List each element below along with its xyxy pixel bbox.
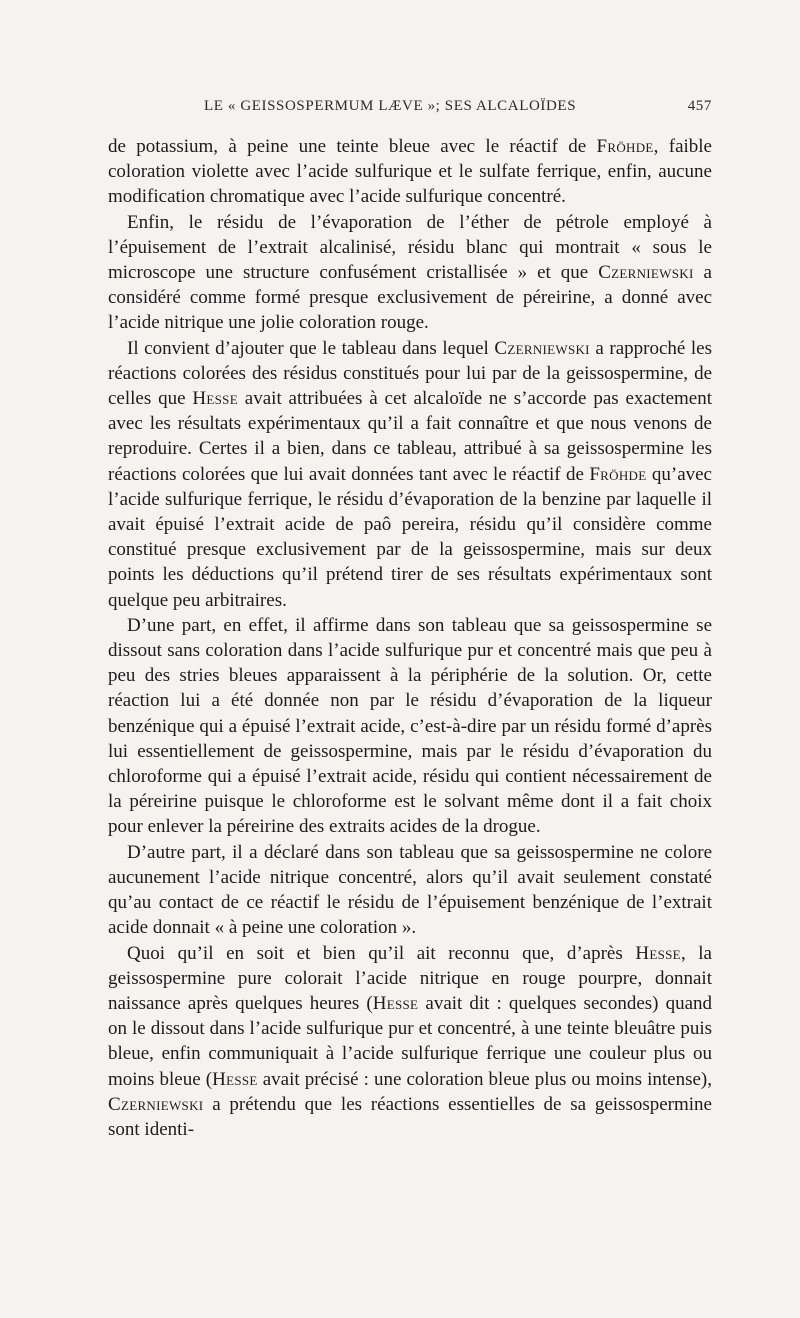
paragraph xyxy=(108,941,712,1143)
text-run: , faible coloration violette avec l’acide sulfurique et le sulfate ferrique, enfin, aucune modification chromatique avec l’acide sulfurique concentré. xyxy=(108,136,712,208)
page-number: 457 xyxy=(687,98,712,114)
author-name: Hesse xyxy=(192,388,238,410)
text-run: D’autre part, il a déclaré dans son tableau que sa geissospermine ne colore aucunement l’acide nitrique concentré, alors qu’il avait seulement constaté qu’au contact de ce réactif le résidu de l’épuisement benzénique de l’extrait acide donnait « à peine une coloration ». xyxy=(108,841,712,939)
book-page xyxy=(108,98,712,1142)
paragraph xyxy=(108,336,712,613)
text-run: a considéré comme formé presque exclusivement de péreirine, a donné avec l’acide nitrique une jolie coloration rouge. xyxy=(108,262,712,334)
text-run: D’une part, en effet, il affirme dans son tableau que sa geissospermine se dissout sans coloration dans l’acide sulfurique pur et concentré mais que peu à peu des stries bleues apparaissent à la périphérie de la solution. Or, cette réaction lui a été donnée non par le résidu d’évaporation de la liqueur benzénique qui a épuisé l’extrait acide, c’est-à-dire par un résidu formé d’après lui essentiellement de geissospermine, mais par le résidu d’évaporation du chloroforme qui a épuisé l’extrait acide, résidu qui contient nécessairement de la péreirine puisque le chloroforme est le solvant même dont il a fait choix pour enlever la péreirine des extraits acides de la drogue. xyxy=(108,614,712,838)
text-run: Quoi qu’il en soit et bien qu’il ait reconnu que, d’après xyxy=(127,942,636,964)
body-text xyxy=(108,134,712,1142)
paragraph xyxy=(108,613,712,840)
text-run: a rapproché les réactions colorées des résidus constitués pour lui par de la geissospermine, de celles que xyxy=(108,337,712,410)
text-run: avait dit : quelques secondes) quand on le dissout dans l’acide sulfurique pur et concentré, à une teinte bleuâtre puis bleue, enfin communiquait à l’acide sulfurique ferrique une couleur plus ou moins bleue ( xyxy=(108,992,712,1090)
text-run: qu’avec l’acide sulfurique ferrique, le résidu d’évaporation de la benzine par laquelle il avait épuisé l’extrait acide de paô pereira, résidu qu’il considère comme constitué presque exclusivement par de la geissospermine, mais sur deux points les déductions qu’il prétend tirer de ses résultats expérimentaux sont quelque peu arbitraires. xyxy=(108,463,712,611)
author-name: Czerniewski xyxy=(108,1093,204,1115)
author-name: Czerniewski xyxy=(494,337,590,359)
paragraph xyxy=(108,134,712,210)
text-run: Enfin, le résidu de l’évaporation de l’éther de pétrole employé à l’épuisement de l’extrait alcalinisé, résidu blanc qui montrait « sous le microscope une structure confusément cristallisée » et que xyxy=(108,211,712,284)
author-name: Czerniewski xyxy=(598,262,694,284)
author-name: Fröhde xyxy=(596,136,654,157)
page-header xyxy=(108,98,712,120)
text-run: avait précisé : une coloration bleue plus ou moins intense), xyxy=(257,1068,712,1090)
text-run: avait attribuées à cet alcaloïde ne s’accorde pas exactement avec les résultats expérimentaux qu’il a fait connaître et que nous venons de reproduire. Certes il a bien, dans ce tableau, attribué à sa geissospermine les réactions colorées que lui avait données tant avec le réactif de xyxy=(108,388,712,485)
author-name: Hesse xyxy=(212,1068,258,1090)
running-title: LE « GEISSOSPERMUM LÆVE »; SES ALCALOÏDES xyxy=(204,98,577,114)
author-name: Hesse xyxy=(372,992,419,1014)
author-name: Fröhde xyxy=(589,463,647,485)
author-name: Hesse xyxy=(635,942,681,964)
paragraph xyxy=(108,840,712,941)
text-run: a prétendu que les réactions essentielles de sa geissospermine sont identi- xyxy=(108,1093,712,1140)
paragraph xyxy=(108,210,712,336)
text-run: Il convient d’ajouter que le tableau dans lequel xyxy=(127,337,495,359)
text-run: , la geissospermine pure colorait l’acide nitrique en rouge pourpre, donnait naissance après quelques heures ( xyxy=(108,942,712,1014)
text-run: de potassium, à peine une teinte bleue avec le réactif de xyxy=(108,136,597,157)
